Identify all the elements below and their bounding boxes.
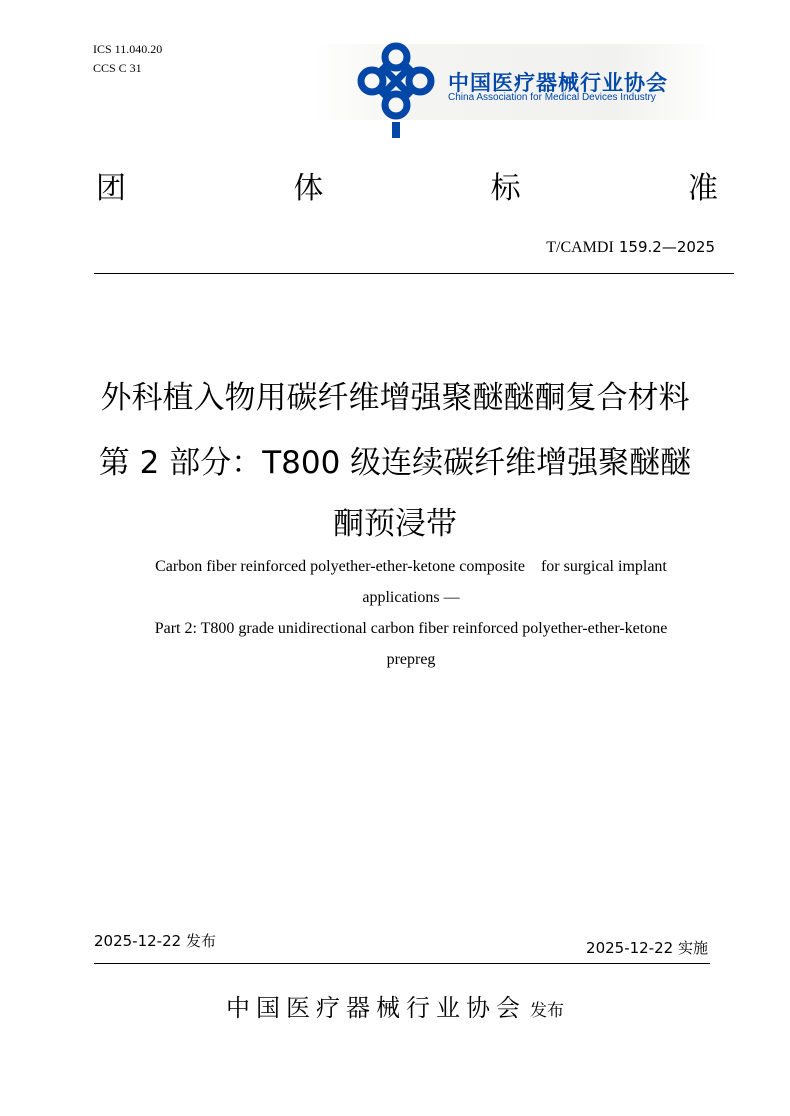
standard-type-char: 准: [687, 171, 718, 206]
standard-type-char: 体: [293, 171, 324, 206]
title-en-line2: applications —: [362, 589, 460, 606]
standard-type-char: 标: [490, 171, 521, 206]
ics-code: ICS 11.040.20: [93, 42, 163, 56]
publisher-line: [0, 988, 790, 1023]
publisher-action: 发布: [530, 1001, 564, 1021]
standard-number-tail: 159.2—2025: [618, 238, 715, 256]
classification-codes: [93, 40, 162, 78]
title-en-line3: Part 2: T800 grade unidirectional carbon fiber reinforced polyether-ether-ketone: [154, 620, 668, 637]
chinese-knot-logo-icon: [350, 38, 442, 142]
ccs-code: CCS C 31: [93, 61, 142, 75]
standard-type: [96, 163, 718, 207]
implement-date: 2025-12-22 实施: [586, 939, 708, 957]
title-en-line1: Carbon fiber reinforced polyether-ether-ketone composite for surgical implant: [155, 558, 667, 575]
standard-number-code: T/CAMDI: [546, 239, 614, 256]
org-name-en: China Association for Medical Devices Industry: [448, 92, 656, 103]
org-name-zh: 中国医疗器械行业协会: [448, 71, 668, 95]
header-divider: [94, 273, 734, 274]
standard-type-char: 团: [96, 171, 126, 206]
title-zh-line2: 第 2 部分：T800 级连续碳纤维增强聚醚醚: [98, 445, 692, 481]
title-en-line4: prepreg: [386, 651, 436, 668]
publisher-name: 中国医疗器械行业协会: [226, 994, 526, 1022]
title-zh-line3: 酮预浸带: [333, 506, 457, 542]
title-zh-line1: 外科植入物用碳纤维增强聚醚醚酮复合材料: [100, 380, 690, 416]
footer-divider: [94, 963, 710, 964]
publish-date: 2025-12-22 发布: [94, 932, 216, 950]
standard-number: [546, 237, 715, 257]
